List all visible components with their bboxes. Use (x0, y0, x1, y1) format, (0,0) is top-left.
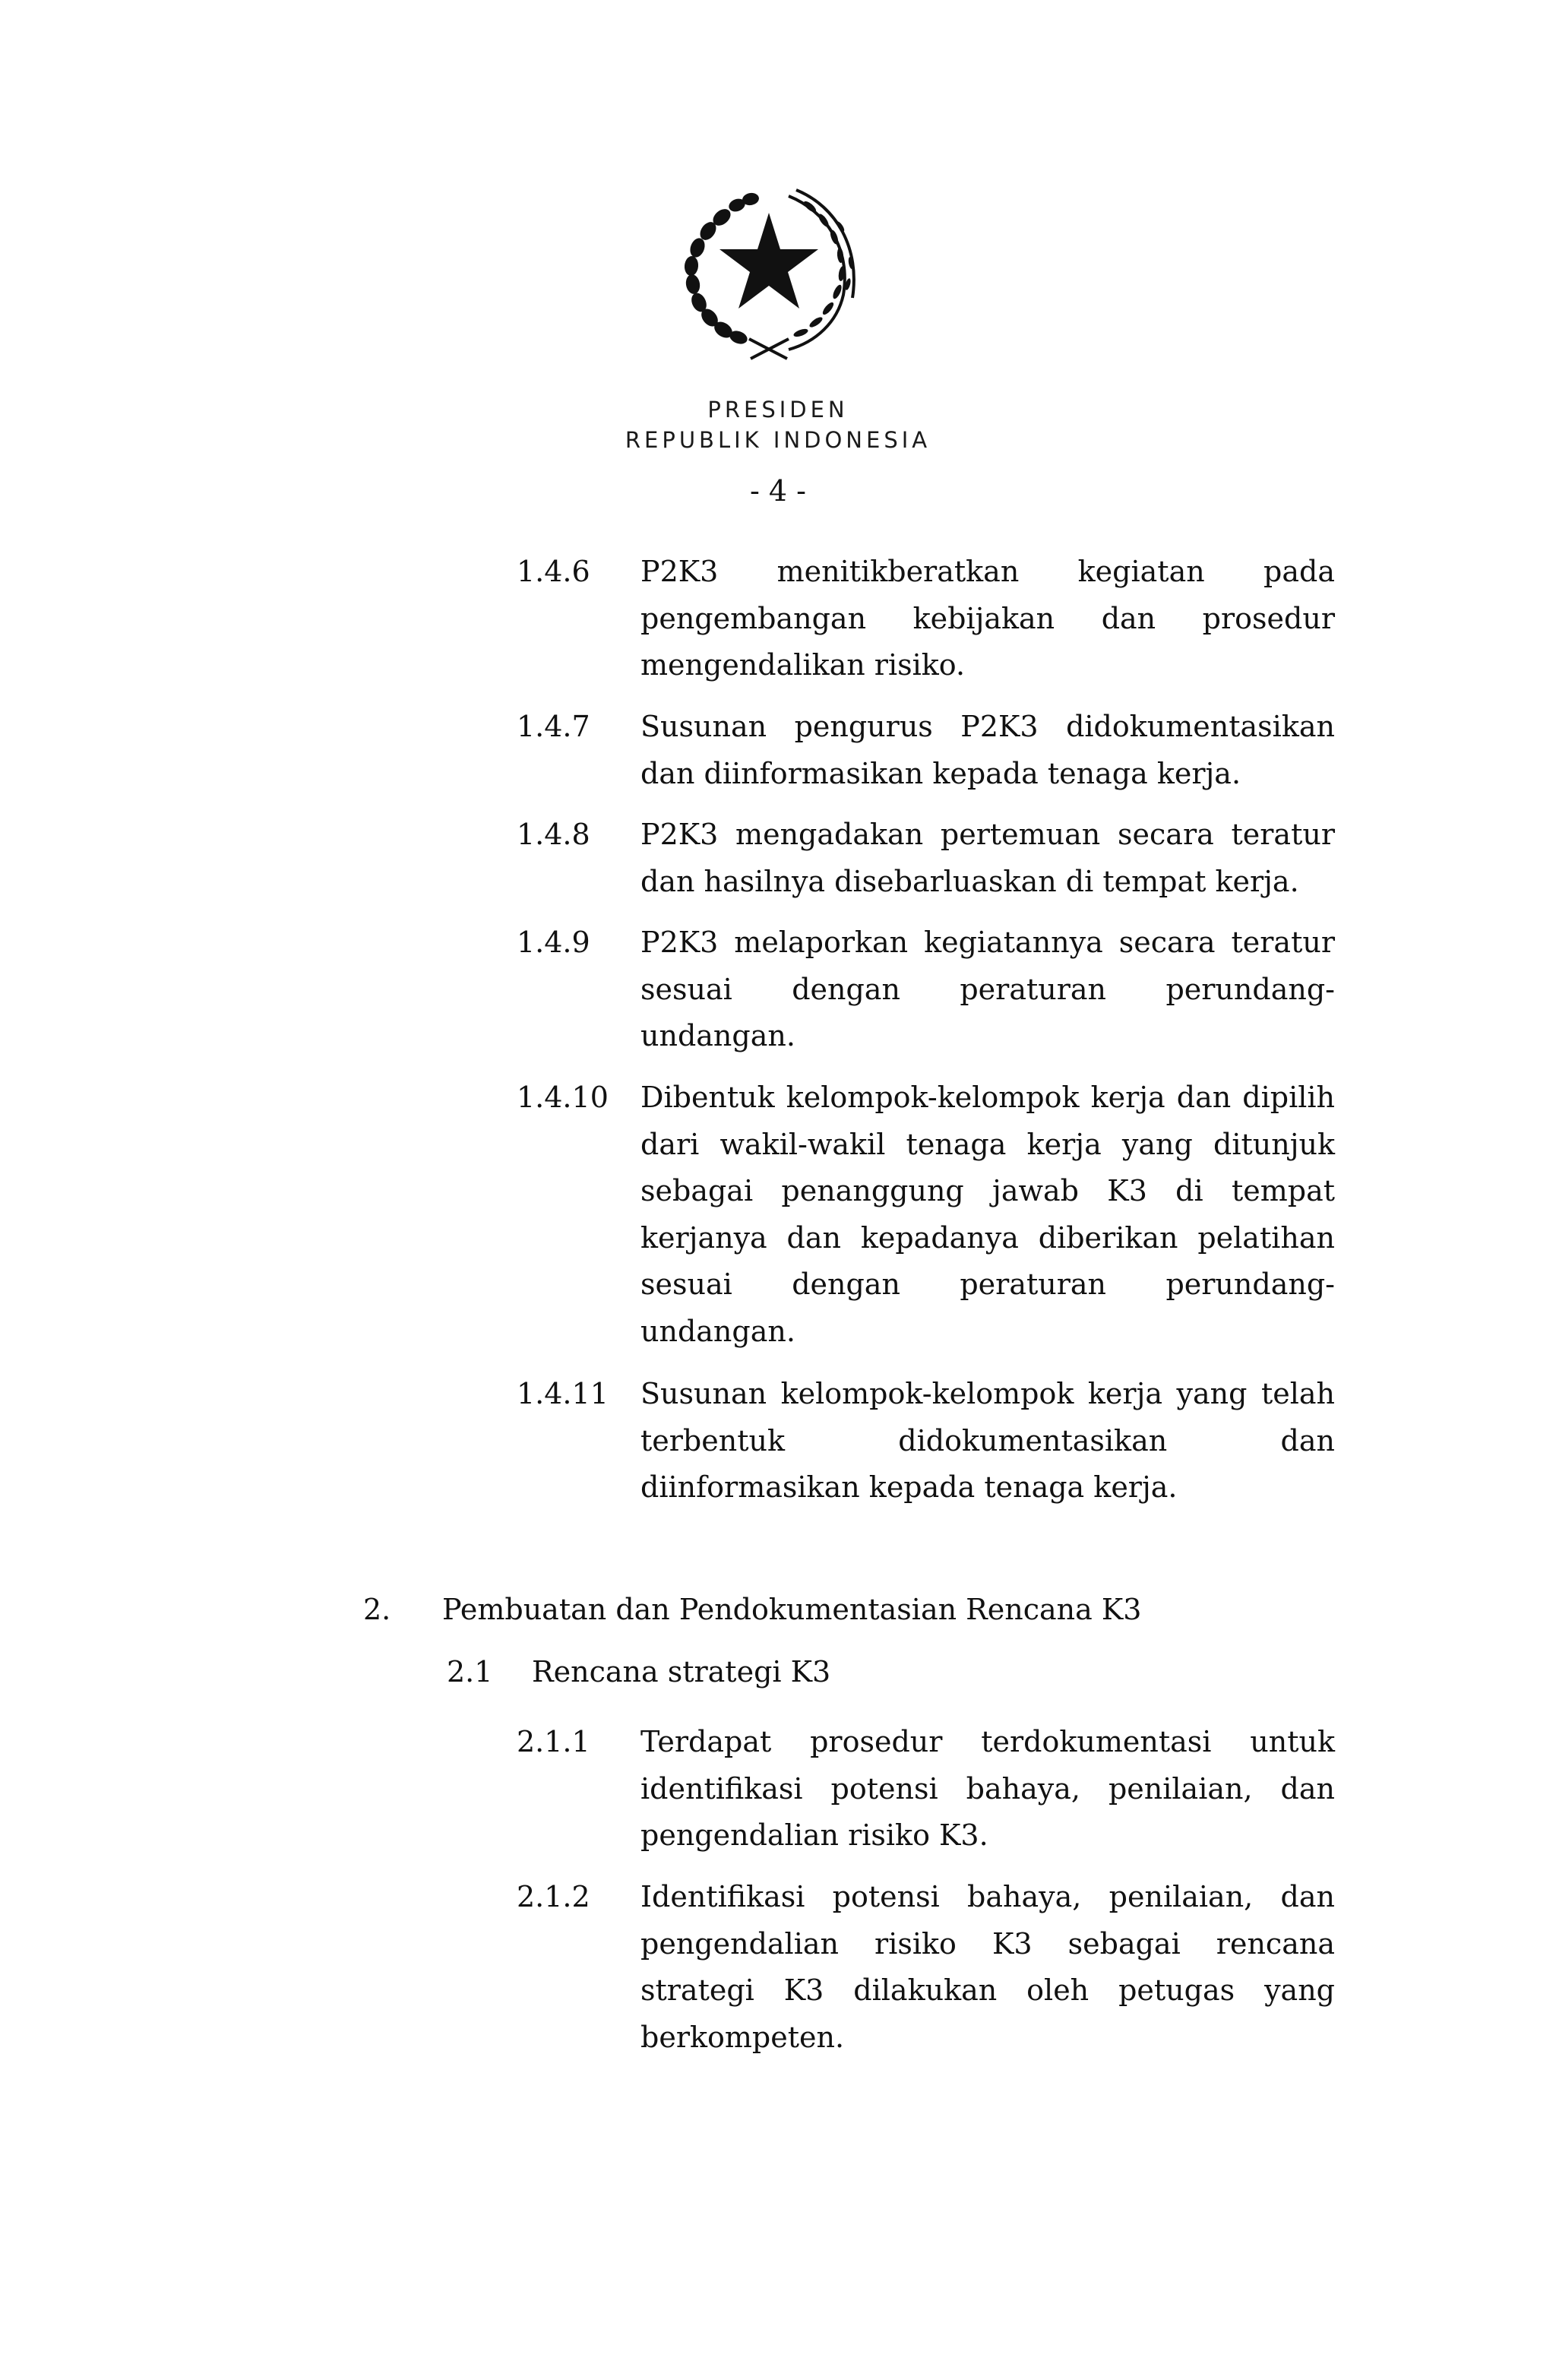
item-number: 1.4.8 (517, 818, 590, 851)
presidential-seal-icon (675, 173, 863, 362)
item-text: P2K3 mengadakan pertemuan secara teratur dan hasilnya disebarluaskan di tempat kerja. (640, 818, 1335, 898)
item-text: Identifikasi potensi bahaya, penilaian, dan pengendalian risiko K3 sebagai rencana strategi K3 dilakukan oleh petugas yang berkompeten. (640, 1880, 1335, 2054)
subsection-number: 2.1 (447, 1655, 493, 1688)
item-number: 2.1.1 (517, 1725, 590, 1758)
header-title-presiden: PRESIDEN (707, 397, 849, 423)
item-text: Terdapat prosedur terdokumentasi untuk identifikasi potensi bahaya, penilaian, dan pengendalian risiko K3. (640, 1725, 1335, 1852)
subsection-title: Rencana strategi K3 (532, 1655, 831, 1688)
item-text: Dibentuk kelompok-kelompok kerja dan dipilih dari wakil-wakil tenaga kerja yang ditunjuk sebagai penanggung jawab K3 di tempat kerjanya dan kepadanya diberikan pelatihan sesuai dengan peraturan perundang-undangan. (640, 1081, 1335, 1348)
item-number: 1.4.11 (517, 1377, 609, 1410)
section-number: 2. (363, 1593, 391, 1626)
item-text: P2K3 menitikberatkan kegiatan pada pengembangan kebijakan dan prosedur mengendalikan risiko. (640, 555, 1335, 682)
item-text: Susunan kelompok-kelompok kerja yang telah terbentuk didokumentasikan dan diinformasikan kepada tenaga kerja. (640, 1377, 1335, 1504)
item-number: 1.4.10 (517, 1081, 609, 1114)
page-number: - 4 - (749, 474, 806, 508)
item-number: 1.4.9 (517, 926, 590, 959)
item-text: P2K3 melaporkan kegiatannya secara teratur sesuai dengan peraturan perundang-undangan. (640, 926, 1335, 1052)
section-title: Pembuatan dan Pendokumentasian Rencana K3 (442, 1593, 1142, 1626)
item-text: Susunan pengurus P2K3 didokumentasikan dan diinformasikan kepada tenaga kerja. (640, 710, 1335, 790)
item-number: 1.4.7 (517, 710, 590, 743)
header-title-republik: REPUBLIK INDONESIA (625, 427, 931, 453)
item-number: 1.4.6 (517, 555, 590, 588)
item-number: 2.1.2 (517, 1880, 590, 1913)
